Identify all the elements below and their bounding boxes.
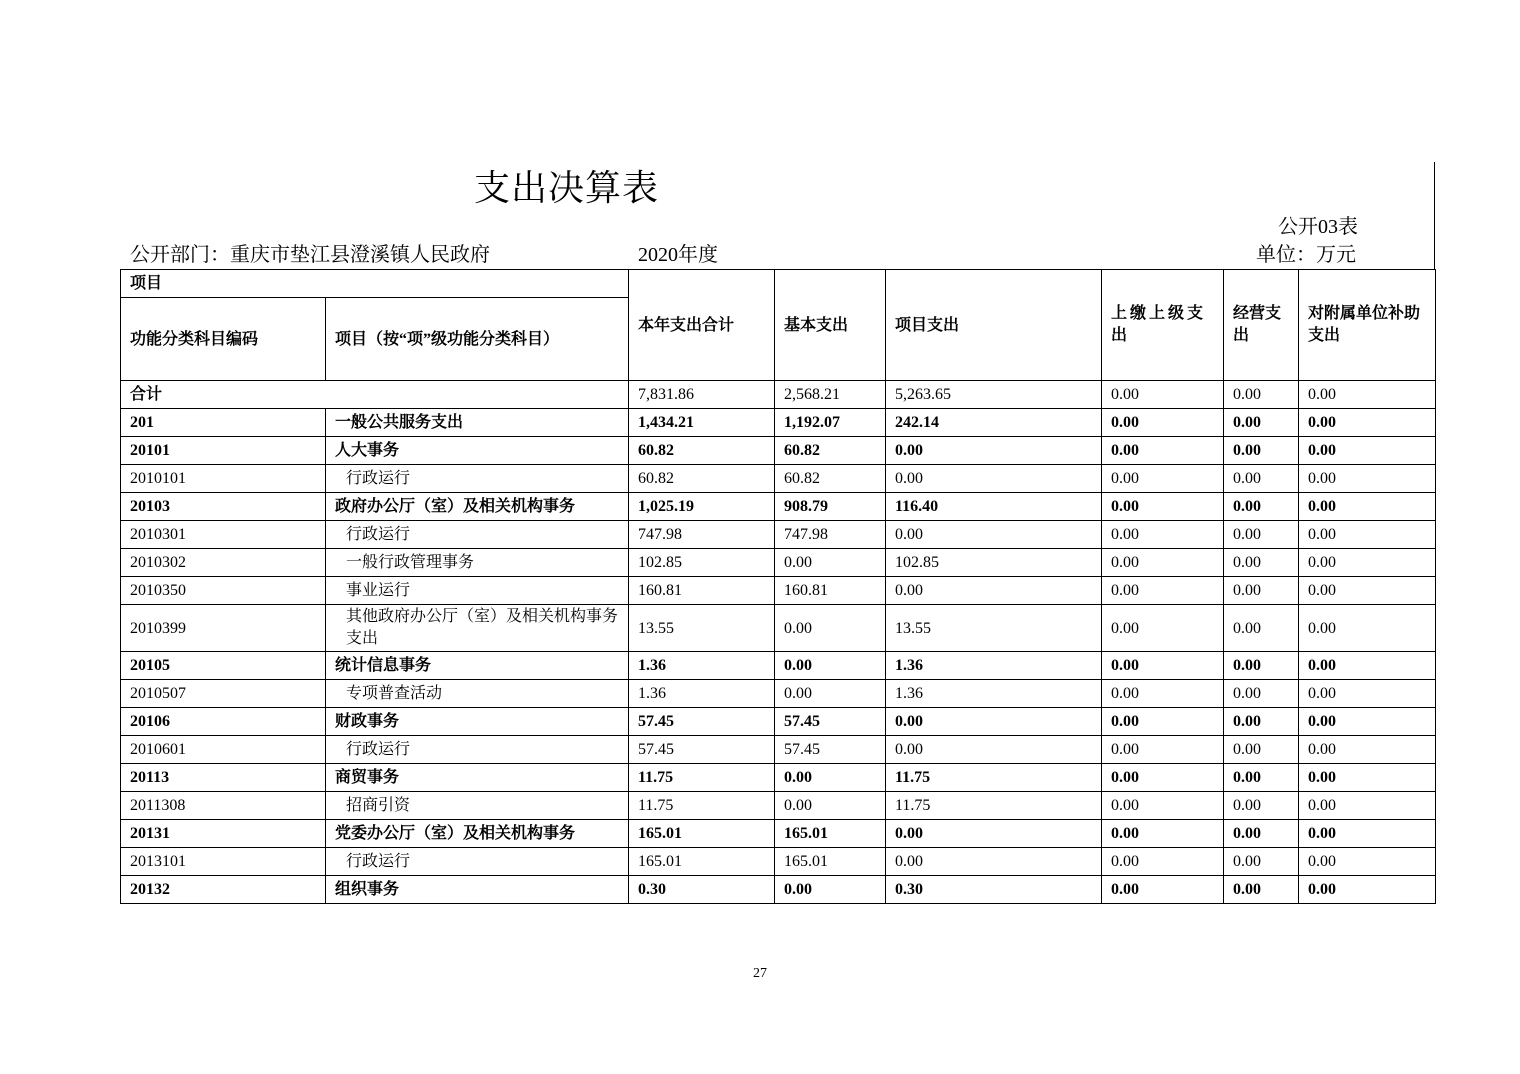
cell-upper: 0.00	[1102, 493, 1224, 521]
cell-basic: 160.81	[775, 577, 886, 605]
total-label: 合计	[121, 381, 629, 409]
cell-upper: 0.00	[1102, 465, 1224, 493]
cell-code: 2013101	[121, 848, 326, 876]
cell-basic: 165.01	[775, 820, 886, 848]
total-cell-project: 5,263.65	[886, 381, 1102, 409]
cell-upper: 0.00	[1102, 876, 1224, 904]
cell-operating: 0.00	[1224, 437, 1299, 465]
cell-code: 2010302	[121, 549, 326, 577]
cell-name: 商贸事务	[326, 764, 629, 792]
cell-project: 1.36	[886, 680, 1102, 708]
cell-name: 财政事务	[326, 708, 629, 736]
cell-total: 160.81	[629, 577, 775, 605]
cell-operating: 0.00	[1224, 736, 1299, 764]
cell-subsidiary: 0.00	[1299, 437, 1436, 465]
cell-operating: 0.00	[1224, 792, 1299, 820]
cell-code: 20105	[121, 652, 326, 680]
cell-project: 0.00	[886, 521, 1102, 549]
department-label: 公开部门：重庆市垫江县澄溪镇人民政府	[130, 244, 490, 266]
cell-operating: 0.00	[1224, 820, 1299, 848]
cell-operating: 0.00	[1224, 521, 1299, 549]
table-row	[121, 549, 1436, 577]
cell-subsidiary: 0.00	[1299, 493, 1436, 521]
cell-code: 2010601	[121, 736, 326, 764]
cell-name: 行政运行	[326, 736, 629, 764]
cell-name: 统计信息事务	[326, 652, 629, 680]
header-operating: 经营支出	[1224, 270, 1299, 381]
total-cell-basic: 2,568.21	[775, 381, 886, 409]
cell-operating: 0.00	[1224, 493, 1299, 521]
cell-project: 11.75	[886, 764, 1102, 792]
table-row	[121, 409, 1436, 437]
cell-basic: 165.01	[775, 848, 886, 876]
cell-code: 20101	[121, 437, 326, 465]
cell-name: 专项普查活动	[326, 680, 629, 708]
table-row	[121, 848, 1436, 876]
cell-total: 1.36	[629, 680, 775, 708]
table-row	[121, 876, 1436, 904]
cell-project: 102.85	[886, 549, 1102, 577]
cell-basic: 60.82	[775, 465, 886, 493]
cell-subsidiary: 0.00	[1299, 680, 1436, 708]
cell-total: 1,025.19	[629, 493, 775, 521]
table-row	[121, 493, 1436, 521]
cell-total: 747.98	[629, 521, 775, 549]
cell-subsidiary: 0.00	[1299, 465, 1436, 493]
table-row	[121, 736, 1436, 764]
total-cell-total: 7,831.86	[629, 381, 775, 409]
table-row	[121, 521, 1436, 549]
cell-operating: 0.00	[1224, 605, 1299, 652]
cell-operating: 0.00	[1224, 409, 1299, 437]
cell-subsidiary: 0.00	[1299, 409, 1436, 437]
cell-project: 13.55	[886, 605, 1102, 652]
cell-name: 一般行政管理事务	[326, 549, 629, 577]
cell-basic: 0.00	[775, 792, 886, 820]
cell-code: 20131	[121, 820, 326, 848]
cell-upper: 0.00	[1102, 437, 1224, 465]
page-title: 支出决算表	[474, 168, 660, 208]
cell-name: 行政运行	[326, 848, 629, 876]
cell-basic: 0.00	[775, 680, 886, 708]
cell-upper: 0.00	[1102, 820, 1224, 848]
expenditure-table	[120, 269, 1436, 904]
cell-upper: 0.00	[1102, 521, 1224, 549]
cell-project: 0.00	[886, 437, 1102, 465]
cell-total: 1.36	[629, 652, 775, 680]
cell-name: 行政运行	[326, 465, 629, 493]
cell-subsidiary: 0.00	[1299, 708, 1436, 736]
cell-upper: 0.00	[1102, 848, 1224, 876]
header-upper: 上缴上级支出	[1102, 270, 1224, 381]
cell-operating: 0.00	[1224, 764, 1299, 792]
table-row	[121, 764, 1436, 792]
header-item-group: 项目	[121, 270, 629, 298]
cell-basic: 0.00	[775, 876, 886, 904]
cell-subsidiary: 0.00	[1299, 736, 1436, 764]
cell-upper: 0.00	[1102, 549, 1224, 577]
table-row	[121, 820, 1436, 848]
unit-label: 单位：万元	[1256, 244, 1356, 266]
cell-name: 事业运行	[326, 577, 629, 605]
page-right-rule	[1434, 162, 1435, 270]
cell-name: 招商引资	[326, 792, 629, 820]
cell-project: 242.14	[886, 409, 1102, 437]
cell-basic: 60.82	[775, 437, 886, 465]
cell-subsidiary: 0.00	[1299, 876, 1436, 904]
cell-operating: 0.00	[1224, 876, 1299, 904]
cell-basic: 1,192.07	[775, 409, 886, 437]
cell-code: 20132	[121, 876, 326, 904]
cell-subsidiary: 0.00	[1299, 652, 1436, 680]
cell-total: 165.01	[629, 848, 775, 876]
fiscal-year: 2020年度	[638, 244, 718, 266]
header-code: 功能分类科目编码	[121, 298, 326, 381]
header-basic: 基本支出	[775, 270, 886, 381]
cell-name: 政府办公厅（室）及相关机构事务	[326, 493, 629, 521]
table-row	[121, 708, 1436, 736]
header-subsidiary: 对附属单位补助支出	[1299, 270, 1436, 381]
header-row-top	[121, 270, 1436, 298]
total-row	[121, 381, 1436, 409]
cell-name: 行政运行	[326, 521, 629, 549]
cell-basic: 0.00	[775, 652, 886, 680]
cell-total: 0.30	[629, 876, 775, 904]
cell-total: 13.55	[629, 605, 775, 652]
table-row	[121, 680, 1436, 708]
table-row	[121, 577, 1436, 605]
cell-total: 11.75	[629, 764, 775, 792]
cell-project: 0.00	[886, 820, 1102, 848]
total-cell-upper: 0.00	[1102, 381, 1224, 409]
cell-total: 57.45	[629, 708, 775, 736]
cell-total: 57.45	[629, 736, 775, 764]
cell-total: 1,434.21	[629, 409, 775, 437]
cell-basic: 57.45	[775, 708, 886, 736]
cell-subsidiary: 0.00	[1299, 820, 1436, 848]
cell-subsidiary: 0.00	[1299, 764, 1436, 792]
cell-total: 102.85	[629, 549, 775, 577]
cell-upper: 0.00	[1102, 577, 1224, 605]
total-cell-subsidiary: 0.00	[1299, 381, 1436, 409]
cell-code: 2010301	[121, 521, 326, 549]
cell-basic: 0.00	[775, 605, 886, 652]
cell-basic: 57.45	[775, 736, 886, 764]
cell-code: 2010507	[121, 680, 326, 708]
cell-name: 人大事务	[326, 437, 629, 465]
cell-subsidiary: 0.00	[1299, 792, 1436, 820]
cell-upper: 0.00	[1102, 652, 1224, 680]
cell-project: 0.00	[886, 708, 1102, 736]
table-row	[121, 437, 1436, 465]
cell-upper: 0.00	[1102, 605, 1224, 652]
cell-project: 11.75	[886, 792, 1102, 820]
cell-operating: 0.00	[1224, 652, 1299, 680]
form-number: 公开03表	[1278, 216, 1358, 238]
cell-name: 党委办公厅（室）及相关机构事务	[326, 820, 629, 848]
cell-code: 20106	[121, 708, 326, 736]
table-row	[121, 652, 1436, 680]
cell-operating: 0.00	[1224, 577, 1299, 605]
cell-code: 2010350	[121, 577, 326, 605]
header-project: 项目支出	[886, 270, 1102, 381]
cell-code: 2010101	[121, 465, 326, 493]
cell-project: 1.36	[886, 652, 1102, 680]
cell-project: 116.40	[886, 493, 1102, 521]
cell-basic: 0.00	[775, 764, 886, 792]
header-name: 项目（按“项”级功能分类科目）	[326, 298, 629, 381]
cell-total: 11.75	[629, 792, 775, 820]
cell-subsidiary: 0.00	[1299, 549, 1436, 577]
cell-project: 0.00	[886, 465, 1102, 493]
cell-total: 60.82	[629, 437, 775, 465]
cell-upper: 0.00	[1102, 764, 1224, 792]
cell-total: 165.01	[629, 820, 775, 848]
cell-subsidiary: 0.00	[1299, 577, 1436, 605]
cell-project: 0.00	[886, 848, 1102, 876]
cell-project: 0.00	[886, 577, 1102, 605]
cell-code: 20113	[121, 764, 326, 792]
cell-subsidiary: 0.00	[1299, 521, 1436, 549]
header-total: 本年支出合计	[629, 270, 775, 381]
cell-upper: 0.00	[1102, 792, 1224, 820]
cell-basic: 908.79	[775, 493, 886, 521]
cell-upper: 0.00	[1102, 708, 1224, 736]
cell-operating: 0.00	[1224, 549, 1299, 577]
cell-operating: 0.00	[1224, 465, 1299, 493]
table-row	[121, 792, 1436, 820]
total-cell-operating: 0.00	[1224, 381, 1299, 409]
cell-upper: 0.00	[1102, 409, 1224, 437]
cell-basic: 747.98	[775, 521, 886, 549]
cell-name: 其他政府办公厅（室）及相关机构事务支出	[326, 605, 629, 652]
cell-upper: 0.00	[1102, 736, 1224, 764]
cell-code: 201	[121, 409, 326, 437]
page-number: 27	[753, 966, 767, 981]
table-row	[121, 605, 1436, 652]
cell-code: 2011308	[121, 792, 326, 820]
cell-project: 0.30	[886, 876, 1102, 904]
cell-total: 60.82	[629, 465, 775, 493]
table-row	[121, 465, 1436, 493]
cell-operating: 0.00	[1224, 680, 1299, 708]
cell-subsidiary: 0.00	[1299, 605, 1436, 652]
cell-operating: 0.00	[1224, 848, 1299, 876]
cell-operating: 0.00	[1224, 708, 1299, 736]
cell-basic: 0.00	[775, 549, 886, 577]
cell-upper: 0.00	[1102, 680, 1224, 708]
cell-subsidiary: 0.00	[1299, 848, 1436, 876]
cell-code: 20103	[121, 493, 326, 521]
cell-name: 组织事务	[326, 876, 629, 904]
cell-name: 一般公共服务支出	[326, 409, 629, 437]
cell-project: 0.00	[886, 736, 1102, 764]
cell-code: 2010399	[121, 605, 326, 652]
